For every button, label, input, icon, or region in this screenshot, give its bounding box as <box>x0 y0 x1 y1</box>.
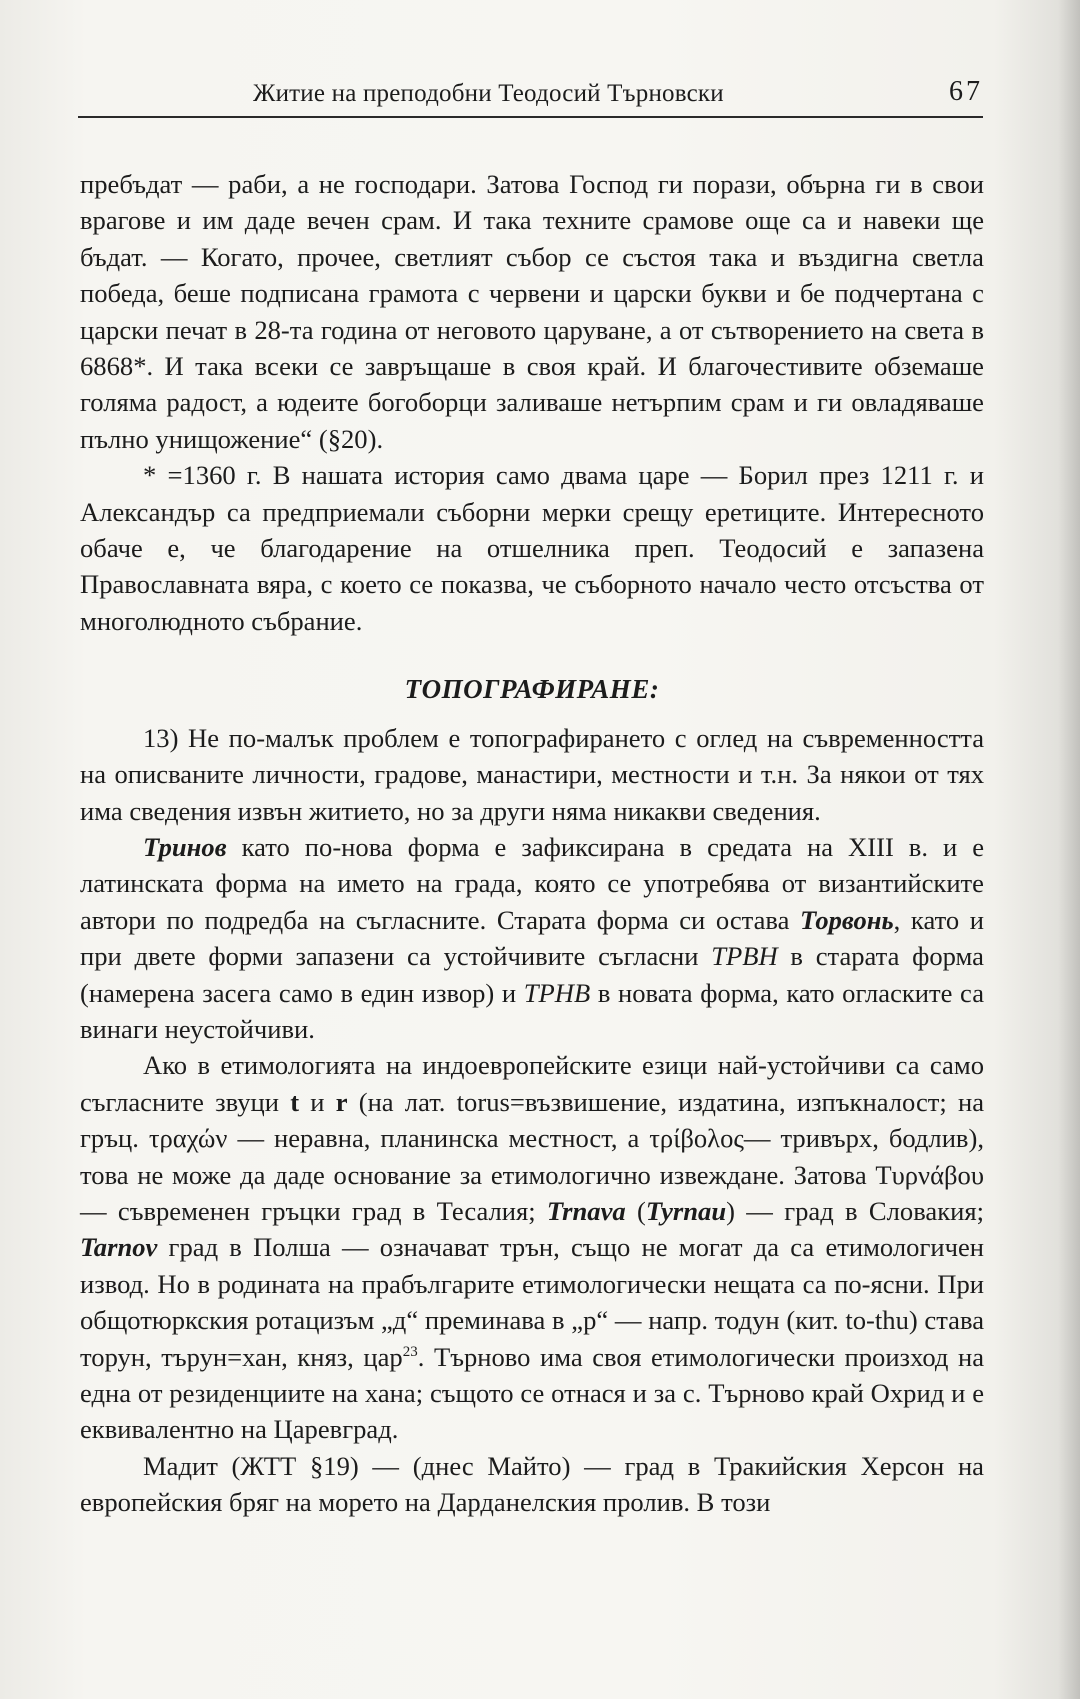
paragraph-trinov <box>80 829 984 1047</box>
section-heading: ТОПОГРАФИРАНЕ: <box>404 674 660 705</box>
term-trvn: ТРВН <box>711 941 778 972</box>
page-number: 67 <box>949 76 983 107</box>
footnote-marker[interactable]: 23 <box>402 1343 418 1360</box>
page-header <box>78 76 983 116</box>
letter-r: r <box>335 1086 348 1117</box>
text-segment: в старата форма (намерена засега само в един извор) и <box>80 941 984 1008</box>
text-segment: (на лат. torus=възвишение, издатина, изпъкналост; на гръц. τραχών — неравна, планинска местност, а τρίβολος— тривърх, бодлив), това не може да даде основание за етимологично извеждане. Затова Τυρνάβου — съвременен гръцки град в Тесалия; <box>80 1086 985 1226</box>
text-segment: в новата форма, като огласките са винаги неустойчиви. <box>80 977 984 1044</box>
text-segment: като по-нова форма е зафиксирана в средата на XIII в. и е латинската форма на името на града, която се употребява от византийските автори по подредба на съгласните. Старата форма си остава <box>80 831 984 935</box>
paragraph-etymology <box>80 1047 984 1447</box>
footnote-paragraph: * =1360 г. В нашата история само двама царе — Борил през 1211 г. и Александър са предприемали съборни мерки срещу еретиците. Интересното обаче е, че благодарение на отшелника преп. Теодосий е запазена Православната вяра, с което се показва, че съборното начало често отсъства от многолюдното събрание. <box>80 460 984 636</box>
term-torvon: Торвонь <box>800 904 894 935</box>
paragraph-madit: Мадит (ЖТТ §19) — (днес Майто) — град в Тракийския Херсон на европейския бряг на морето на Дарданелския пролив. В този <box>80 1450 984 1518</box>
term-trnv: ТРНВ <box>523 977 591 1008</box>
text-segment: ) — град в Словакия; <box>726 1195 984 1226</box>
text-segment: ( <box>625 1195 646 1226</box>
text-segment: и <box>299 1086 336 1117</box>
page-edge-shadow <box>1058 0 1080 1699</box>
letter-t: t <box>290 1086 300 1117</box>
header-rule <box>78 116 983 118</box>
text-segment: . Търново има своя етимологически произход на една от резиденциите на хана; същото се отнася и за с. Търново край Охрид и е еквивалентно на Царевград. <box>80 1341 985 1445</box>
quote-paragraph: пребъдат — раби, а не господари. Затова Господ ги порази, обърна ги в свои врагове и им даде вечен срам. И така техните срамове още са и навеки ще бъдат. — Когато, прочее, светлият събор се състоя така и въздигна светла победа, беше подписана грамота с червени и царски букви и бе подчертана с царски печат в 28-та година от неговото царуване, а от сътворението на света в 6868*. И така всеки се завръщаше в своя край. И благочестивите обземаше голяма радост, а юдеите богоборци заливаше нетърпим срам и ги овладяваше пълно унищожение“ (§20). <box>80 169 984 454</box>
running-title: Житие на преподобни Теодосий Търновски <box>253 80 724 107</box>
term-trinov: Тринов <box>143 831 227 862</box>
term-trnava: Trnava <box>546 1195 626 1226</box>
text-segment: град в Полша — означават трън, също не могат да са етимологичен извод. Но в родината на прабългарите етимологически нещата са по-ясни. При общотюркския ротацизъм „д“ преминава в „р“ — напр. тодун (кит. to-thu) става торун, търун=хан, княз, цар <box>80 1232 984 1372</box>
body-text <box>80 166 984 1521</box>
paragraph-13: 13) Не по-малък проблем е топографирането с оглед на съвременността на описваните личности, градове, манастири, местности и т.н. За някои от тях има сведения извън житието, но за други няма никакви сведения. <box>80 722 984 826</box>
text-segment: Ако в етимологията на индоевропейските езици най-устойчиви са само съгласните звуци <box>80 1050 984 1117</box>
term-tyrnau: Tyrnau <box>645 1195 727 1226</box>
text-segment: , като и при двете форми запазени са устойчивите съгласни <box>80 904 984 972</box>
term-tarnov: Tarnov <box>80 1232 158 1263</box>
